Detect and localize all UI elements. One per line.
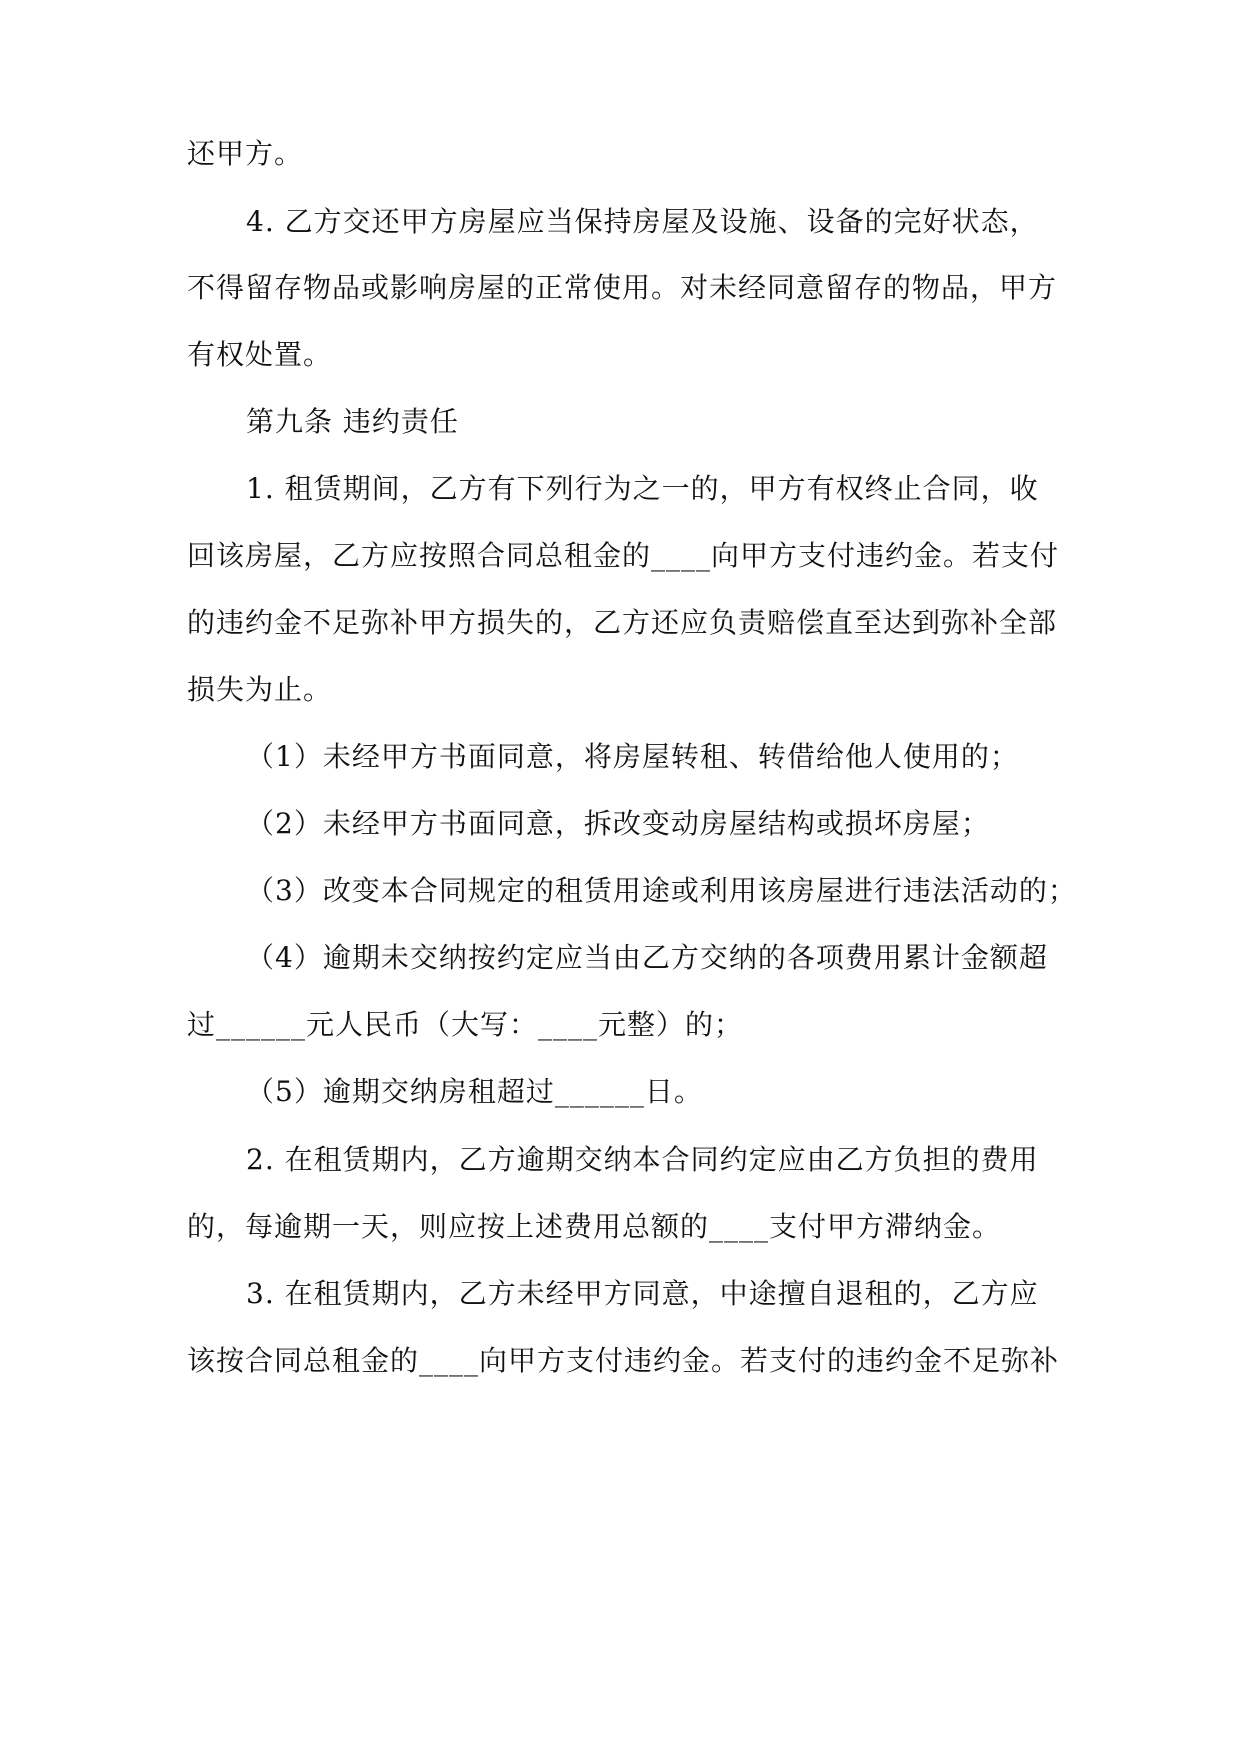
text-line-1: 还甲方。 — [187, 137, 304, 170]
list-item-4: （4）逾期未交纳按约定应当由乙方交纳的各项费用累计金额超 — [246, 941, 1048, 974]
text-line-2: 4. 乙方交还甲方房屋应当保持房屋及设施、设备的完好状态， — [246, 205, 1039, 238]
list-item-1: （1）未经甲方书面同意，将房屋转租、转借给他人使用的； — [246, 740, 1019, 773]
text-line-19: 该按合同总租金的____向甲方支付违约金。若支付的违约金不足弥补 — [187, 1344, 1060, 1377]
list-item-4-continued: 过______元人民币（大写：____元整）的； — [187, 1008, 744, 1041]
section-heading: 第九条 违约责任 — [246, 405, 459, 438]
list-item-3: （3）改变本合同规定的租赁用途或利用该房屋进行违法活动的； — [246, 874, 1077, 907]
text-line-7: 回该房屋，乙方应按照合同总租金的____向甲方支付违约金。若支付 — [187, 539, 1060, 572]
text-line-3: 不得留存物品或影响房屋的正常使用。对未经同意留存的物品，甲方 — [187, 271, 1058, 304]
text-line-4: 有权处置。 — [187, 338, 333, 371]
list-item-2: （2）未经甲方书面同意，拆改变动房屋结构或损坏房屋； — [246, 807, 990, 840]
text-line-8: 的违约金不足弥补甲方损失的，乙方还应负责赔偿直至达到弥补全部 — [187, 606, 1058, 639]
list-item-5: （5）逾期交纳房租超过______日。 — [246, 1075, 703, 1108]
text-line-17: 的，每逾期一天，则应按上述费用总额的____支付甲方滞纳金。 — [187, 1210, 1002, 1243]
text-line-16: 2. 在租赁期内，乙方逾期交纳本合同约定应由乙方负担的费用 — [246, 1143, 1039, 1176]
text-line-6: 1. 租赁期间，乙方有下列行为之一的，甲方有权终止合同，收 — [246, 472, 1039, 505]
text-line-18: 3. 在租赁期内，乙方未经甲方同意，中途擅自退租的，乙方应 — [246, 1277, 1039, 1310]
text-line-9: 损失为止。 — [187, 673, 333, 706]
